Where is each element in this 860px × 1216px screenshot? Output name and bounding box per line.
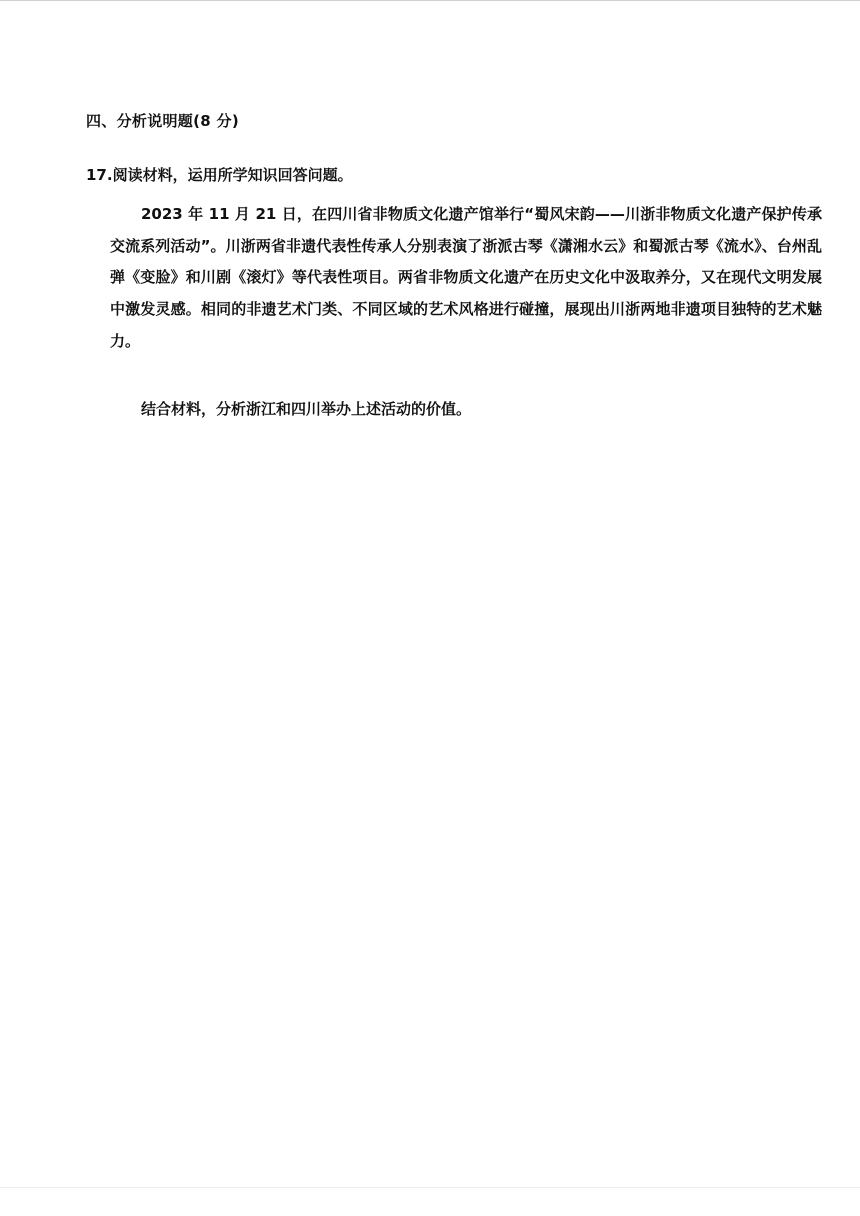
question-stem: 17.阅读材料，运用所学知识回答问题。 <box>86 166 353 184</box>
question-task: 结合材料，分析浙江和四川举办上述活动的价值。 <box>141 400 472 418</box>
section-heading: 四、分析说明题(8 分) <box>86 112 239 130</box>
material-paragraph: 2023 年 11 月 21 日，在四川省非物质文化遗产馆举行“蜀风宋韵——川浙非物质文化遗产保护传承交流系列活动”。川浙两省非遗代表性传承人分别表演了浙派古琴《潇湘水云》和蜀派古琴《流水》、台州乱弹《变脸》和川剧《滚灯》等代表性项目。两省非物质文化遗产在历史文化中汲取养分，又在现代文明发展中激发灵感。相同的非遗艺术门类、不同区域的艺术风格进行碰撞，展现出川浙两地非遗项目独特的艺术魅力。 <box>110 205 822 350</box>
page-top-rule <box>0 0 860 1</box>
page-bottom-rule <box>0 1187 860 1188</box>
